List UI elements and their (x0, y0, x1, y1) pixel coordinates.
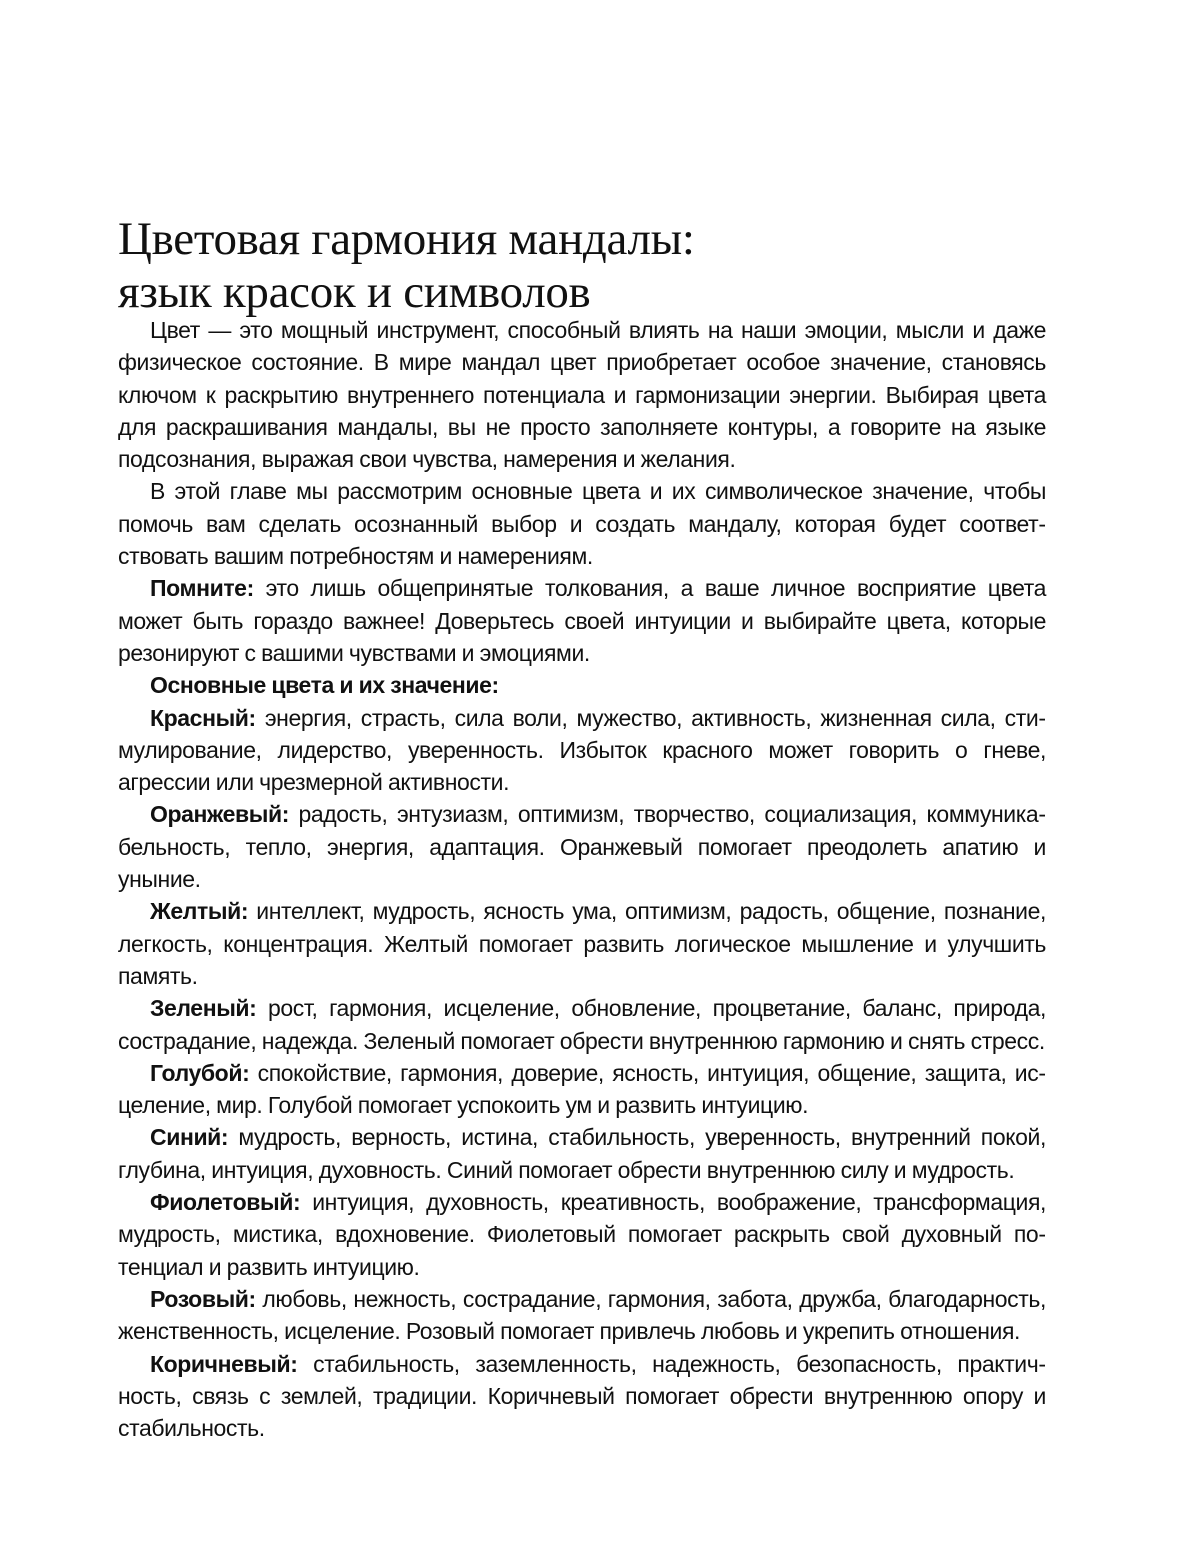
paragraph-intro (118, 314, 1046, 475)
subheading-main-colors (118, 669, 1046, 701)
paragraph-yellow (118, 895, 1046, 992)
paragraph-text: мудрость, верность, истина, стабильность, уверенность, внутренний покой, глубина, интуиция, духовность. Синий помогает обрести внутреннюю силу и мудрость. (118, 1124, 1046, 1183)
paragraph-text: любовь, нежность, сострадание, гармония, забота, дружба, благодарность, женственность, исцеление. Розовый помогает привлечь любовь и укрепить отношения. (118, 1285, 1046, 1345)
paragraph-text: это лишь общепринятые толкования, а ваше личное восприятие цвета может быть гораздо важнее! Доверьтесь своей интуиции и выбирайте цвета, которые резонируют с вашими чувствами и эмоциями. (118, 575, 1046, 666)
paragraph-text: интуиция, духовность, креативность, воображение, трансформация, мудрость, мистика, вдохновение. Фиолетовый помогает раскрыть свой духовный потенциал и развить интуицию. (118, 1189, 1046, 1280)
chapter-title (118, 213, 1078, 319)
paragraph-lead: Коричневый: (150, 1350, 298, 1377)
paragraph-lead: Розовый: (150, 1285, 256, 1312)
paragraph-text: спокойствие, гармония, доверие, ясность, интуиция, общение, защита, исцеление, мир. Голубой помогает успокоить ум и развить интуицию. (118, 1059, 1046, 1119)
chapter-body (118, 314, 1046, 1444)
paragraph-red (118, 702, 1046, 799)
paragraph-text: интеллект, мудрость, ясность ума, оптимизм, радость, общение, познание, легкость, концентрация. Желтый помогает развить логическое мышление и улучшить память. (118, 898, 1046, 989)
paragraph-lead: Основные цвета и их значение: (150, 672, 499, 699)
paragraph-lead: Желтый: (150, 898, 249, 925)
paragraph-text: рост, гармония, исцеление, обновление, процветание, баланс, природа, сострадание, надежда. Зеленый помогает обрести внутреннюю гармонию и снять стресс. (118, 995, 1046, 1054)
paragraph-text: радость, энтузиазм, оптимизм, творчество, социализация, коммуникабельность, тепло, энергия, адаптация. Оранжевый помогает преодолеть апатию и уныние. (118, 801, 1046, 893)
chapter-title-line-1: Цветовая гармония мандалы: (118, 213, 695, 266)
paragraph-green (118, 992, 1046, 1057)
paragraph-text: стабильность, заземленность, надежность, безопасность, практичность, связь с землей, традиции. Коричневый помогает обрести внутреннюю опору и стабильность. (118, 1350, 1046, 1442)
paragraph-lead: Красный: (150, 704, 256, 731)
paragraph-lead: Голубой: (150, 1059, 250, 1086)
paragraph-blue (118, 1121, 1046, 1186)
paragraph-light-blue (118, 1057, 1046, 1122)
paragraph-violet (118, 1186, 1046, 1283)
paragraph-remember (118, 572, 1046, 669)
paragraph-text: Цвет — это мощный инструмент, способный влиять на наши эмоции, мысли и даже физическое состояние. В мире мандал цвет приобретает особое значение, становясь ключом к раскрытию внутреннего потенциала и гармонизации энергии. Выбирая цвета для раскрашивания мандалы, вы не просто заполняете контуры, а говорите на языке подсознания, выражая свои чувства, намерения и желания. (118, 317, 1046, 473)
paragraph-text: энергия, страсть, сила воли, мужество, активность, жизненная сила, стимулирование, лидерство, уверенность. Избыток красного может говорить о гневе, агрессии или чрезмерной активности. (118, 704, 1046, 796)
paragraph-text: В этой главе мы рассмотрим основные цвета и их символическое значение, чтобы помочь вам сделать осознанный выбор и создать мандалу, которая будет соответствовать вашим потребностям и намерениям. (118, 478, 1046, 570)
paragraph-lead: Оранжевый: (150, 801, 289, 828)
paragraph-orange (118, 798, 1046, 895)
paragraph-chapter-overview (118, 475, 1046, 572)
chapter-title-line-2: язык красок и символов (118, 266, 591, 319)
paragraph-lead: Фиолетовый: (150, 1189, 301, 1216)
paragraph-pink (118, 1283, 1046, 1348)
paragraph-lead: Помните: (150, 575, 254, 602)
paragraph-lead: Зеленый: (150, 995, 257, 1022)
paragraph-brown (118, 1348, 1046, 1445)
paragraph-lead: Синий: (150, 1124, 229, 1151)
